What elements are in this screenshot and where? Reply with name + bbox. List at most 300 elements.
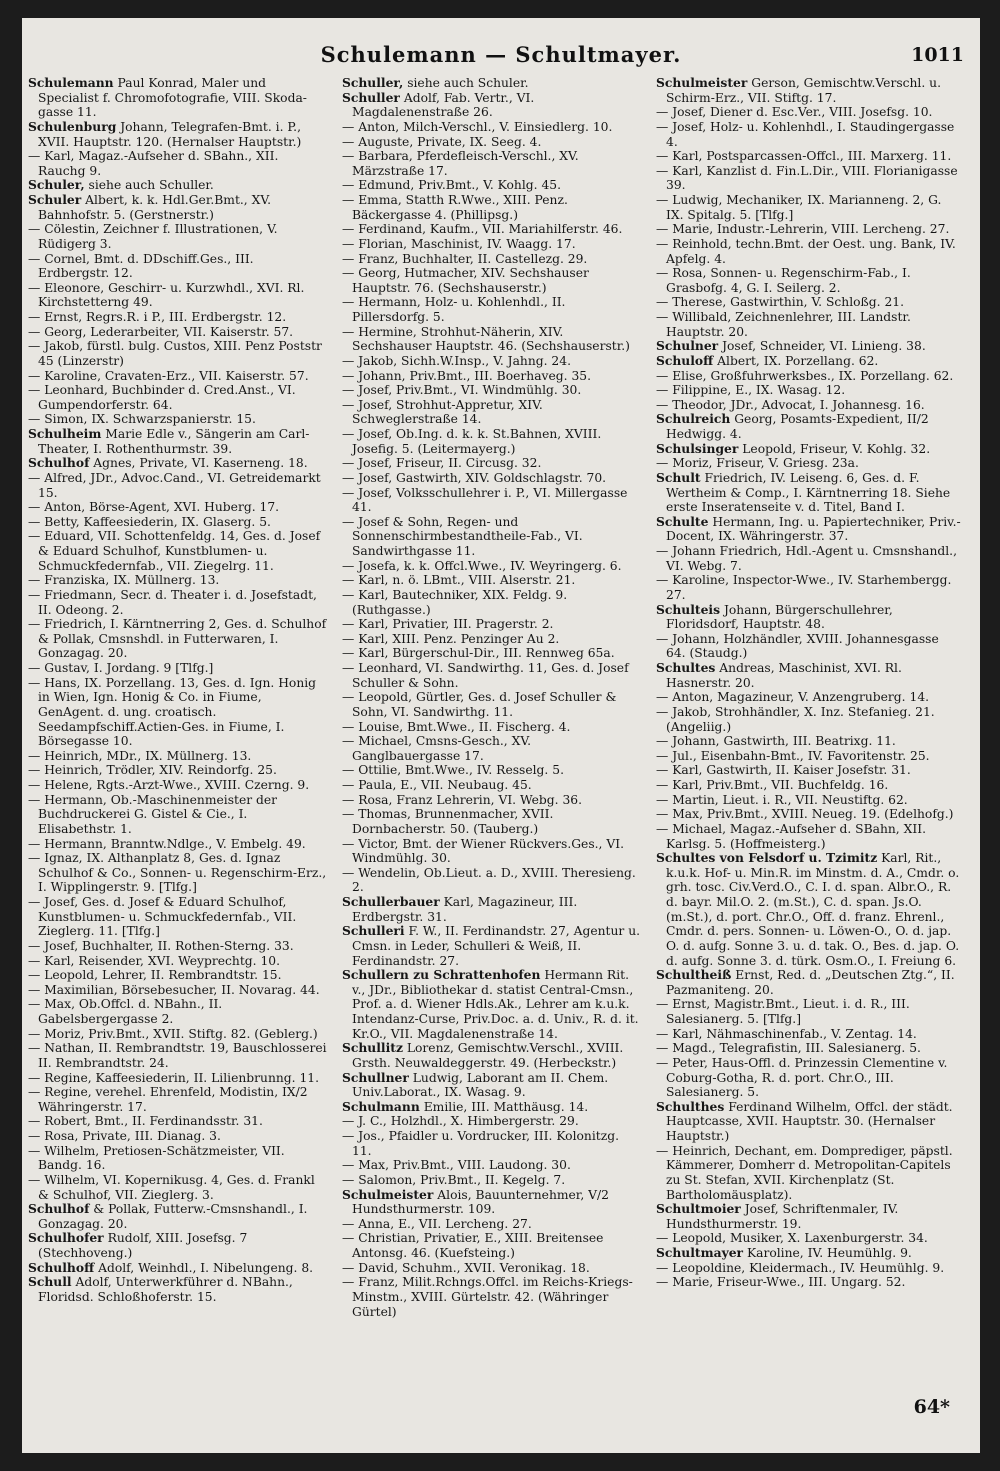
directory-entry: [656, 968, 962, 997]
directory-entry: [656, 705, 962, 734]
directory-entry: [28, 968, 328, 983]
entry-text: — Josef, Buchhalter, II. Rothen-Sterng. 33.: [28, 938, 294, 953]
entry-text: Adolf, Unterwerkführer d. NBahn., Floridsd. Schloßhoferstr. 15.: [38, 1275, 293, 1304]
entry-text: — Ernst, Magistr.Bmt., Lieut. i. d. R., III. Salesianerg. 5. [Tlfg.]: [656, 997, 910, 1026]
entry-text: — Hans, IX. Porzellang. 13, Ges. d. Ign. Honig in Wien, Ign. Honig & Co. in Fiume, GenAgent. d. ung. croatisch. Seedampfschiff.Actien-Ges. in Fiume, I. Börsegasse 10.: [28, 675, 317, 749]
directory-entry: [28, 997, 328, 1026]
entry-surname: Schuller,: [342, 75, 404, 90]
entry-text: — David, Schuhm., XVII. Veronikag. 18.: [342, 1260, 590, 1275]
directory-entry: [342, 427, 642, 456]
directory-entry: [28, 749, 328, 764]
directory-entry: [28, 573, 328, 588]
directory-entry: [656, 749, 962, 764]
entry-surname: Schultes von Felsdorf u. Tzimitz: [656, 850, 878, 866]
directory-entry: [28, 427, 328, 456]
entry-text: — Franz, Milit.Rchngs.Offcl. im Reichs-Kriegs-Minstm., XVIII. Gürtelstr. 42. (Währinger Gürtel): [342, 1275, 633, 1319]
directory-entry: [342, 763, 642, 778]
entry-text: — Georg, Hutmacher, XIV. Sechshauser Hauptstr. 76. (Sechshauserstr.): [342, 266, 589, 295]
entry-surname: Schuller: [342, 89, 400, 105]
entry-text: Paul Konrad, Maler und Specialist f. Chromofotografie, VIII. Skoda-gasse 11.: [38, 76, 307, 120]
directory-entry: [342, 632, 642, 647]
directory-entry: [342, 895, 642, 924]
entry-text: — Karl, Postsparcassen-Offcl., III. Marxerg. 11.: [656, 149, 952, 164]
directory-entry: [656, 603, 962, 632]
directory-entry: [28, 1071, 328, 1086]
column-3: [656, 76, 962, 1290]
directory-entry: [28, 325, 328, 340]
entry-text: — Karl, Nähmaschinenfab., V. Zentag. 14.: [656, 1026, 917, 1041]
directory-entry: [28, 281, 328, 310]
directory-entry: [342, 383, 642, 398]
entry-text: — Edmund, Priv.Bmt., V. Kohlg. 45.: [342, 178, 561, 193]
directory-entry: [342, 1188, 642, 1217]
directory-entry: [656, 997, 962, 1026]
directory-entry: [28, 1114, 328, 1129]
entry-text: Josef, Schneider, VI. Linieng. 38.: [718, 339, 926, 354]
directory-entry: [28, 120, 328, 149]
entry-text: Johann, Bürgerschullehrer, Floridsdorf, Hauptstr. 48.: [666, 602, 893, 632]
entry-text: Ernst, Red. d. „Deutschen Ztg.“, II. Pazmaniteng. 20.: [666, 968, 955, 997]
directory-entry: [28, 339, 328, 368]
entry-text: — Betty, Kaffeesiederin, IX. Glaserg. 5.: [28, 514, 271, 529]
entry-text: — J. C., Holzhdl., X. Himbergerstr. 29.: [342, 1114, 579, 1129]
directory-entry: [28, 178, 328, 193]
directory-entry: [28, 412, 328, 427]
directory-entry: [342, 1071, 642, 1100]
directory-entry: [342, 1173, 642, 1188]
directory-entry: [342, 398, 642, 427]
entry-text: — Hermann, Holz- u. Kohlenhdl., II. Pillersdorfg. 5.: [342, 295, 566, 324]
directory-entry: [342, 588, 642, 617]
entry-text: — Marie, Industr.-Lehrerin, VIII. Lercheng. 27.: [656, 222, 950, 237]
directory-entry: [342, 837, 642, 866]
directory-entry: [342, 515, 642, 559]
entry-text: — Josef, Ges. d. Josef & Eduard Schulhof, Kunstblumen- u. Schmuckfedernfab., VII. Zieglerg. 11. [Tlfg.]: [28, 895, 297, 939]
directory-entry: [28, 851, 328, 895]
entry-text: — Simon, IX. Schwarzspanierstr. 15.: [28, 412, 256, 427]
entry-surname: Schulheim: [28, 426, 102, 441]
entry-text: — Regine, verehel. Ehrenfeld, Modistin, IX/2 Währingerstr. 17.: [28, 1085, 308, 1114]
entry-surname: Schulner: [656, 338, 719, 354]
directory-entry: [656, 1144, 962, 1203]
entry-surname: Schultmoier: [656, 1201, 741, 1217]
directory-entry: [342, 1217, 642, 1232]
directory-entry: [656, 515, 962, 544]
entry-surname: Schulsinger: [656, 440, 739, 456]
entry-text: — Karl, Priv.Bmt., VII. Buchfeldg. 16.: [656, 778, 889, 792]
entry-text: — Karl, Privatier, III. Pragerstr. 2.: [342, 617, 554, 632]
entry-surname: Schulreich: [656, 411, 731, 427]
directory-entry: [28, 1027, 328, 1042]
directory-entry: [656, 339, 962, 354]
entry-text: — Victor, Bmt. der Wiener Rückvers.Ges., VI. Windmühlg. 30.: [342, 836, 625, 866]
directory-entry: [342, 193, 642, 222]
directory-entry: [656, 164, 962, 193]
entry-surname: Schult: [656, 469, 701, 485]
directory-entry: [656, 1056, 962, 1100]
entry-text: — Hermann, Branntw.Ndlge., V. Embelg. 49.: [28, 836, 306, 851]
directory-entry: [656, 222, 962, 237]
entry-text: Georg, Posamts-Expedient, II/2 Hedwigg. 4.: [666, 412, 929, 441]
directory-entry: [342, 617, 642, 632]
entry-text: Lorenz, Gemischtw.Verschl., XVIII. Grsth. Neuwaldeggerstr. 49. (Herbeckstr.): [352, 1041, 624, 1070]
entry-text: — Josef, Friseur, II. Circusg. 32.: [342, 456, 542, 471]
entry-text: Friedrich, IV. Leiseng. 6, Ges. d. F. Wertheim & Comp., I. Kärntnerring 18. Siehe erste Inseratenseite v. d. Titel, Band I.: [666, 470, 951, 515]
entry-surname: Schullern zu Schrattenhofen: [342, 967, 541, 983]
entry-text: — Cölestin, Zeichner f. Illustrationen, V. Rüdigerg 3.: [28, 222, 278, 251]
directory-entry: [28, 793, 328, 837]
entry-surname: Schulthes: [656, 1098, 725, 1114]
directory-entry: [342, 793, 642, 808]
directory-entry: [342, 646, 642, 661]
entry-text: — Leopold, Musiker, X. Laxenburgerstr. 34.: [656, 1231, 928, 1246]
directory-entry: [656, 398, 962, 413]
entry-text: — Franziska, IX. Müllnerg. 13.: [28, 573, 220, 588]
directory-entry: [342, 1041, 642, 1070]
entry-text: — Leopoldine, Kleidermach., IV. Heumühlg. 9.: [656, 1260, 945, 1275]
entry-text: Karl, Rit., k.u.k. Hof- u. Min.R. im Minstm. d. A., Cmdr. o. grh. tosc. Civ.Verd.O., C. I. d. span. Albr.O., R. d. bayr. Mil.O. 2. (m.St.), C. d. span. Js.O. (m.St.), d. port. Chr.O., Off. d. franz. Ehrenl., Cmdr. d. pers. Sonnen- u. Löwen-O., O. d. jap. O. d. aufg. Sonne 3. u. d. tak. O., Bes. d. jap. O. d. aufg. Sonne 3. d. türk. Osm.O., I. Freiung 6.: [666, 851, 960, 968]
entry-surname: Schulmeister: [342, 1186, 434, 1202]
directory-entry: [28, 500, 328, 515]
directory-entry: [342, 354, 642, 369]
directory-entry: [656, 76, 962, 105]
entry-text: — Anna, E., VII. Lercheng. 27.: [342, 1216, 532, 1231]
entry-text: — Josef, Diener d. Esc.Ver., VIII. Josefsg. 10.: [656, 105, 933, 120]
directory-entry: [28, 515, 328, 530]
directory-entry: [342, 325, 642, 354]
entry-text: siehe auch Schuler.: [403, 76, 529, 90]
entry-surname: Schullitz: [342, 1040, 403, 1056]
entry-text: — Wilhelm, Pretiosen-Schätzmeister, VII. Bandg. 16.: [28, 1143, 285, 1173]
directory-entry: [28, 588, 328, 617]
directory-entry: [656, 266, 962, 295]
entry-surname: Schull: [28, 1274, 72, 1290]
entry-surname: Schulemann: [28, 75, 114, 90]
entry-text: siehe auch Schuller.: [84, 178, 214, 193]
entry-text: — Florian, Maschinist, IV. Waagg. 17.: [342, 236, 576, 251]
entry-text: — Georg, Lederarbeiter, VII. Kaiserstr. 57.: [28, 324, 294, 339]
entry-text: Albert, IX. Porzellang. 62.: [713, 353, 879, 368]
entry-text: — Karl, Bautechniker, XIX. Feldg. 9. (Ruthgasse.): [342, 587, 568, 617]
entry-text: Andreas, Maschinist, XVI. Rl. Hasnerstr. 20.: [666, 661, 902, 690]
entry-text: — Anton, Milch-Verschl., V. Einsiedlerg. 10.: [342, 119, 613, 134]
directory-entry: [28, 1173, 328, 1202]
entry-text: — Ottilie, Bmt.Wwe., IV. Resselg. 5.: [342, 763, 564, 778]
entry-text: — Josef, Priv.Bmt., VI. Windmühlg. 30.: [342, 383, 582, 398]
directory-entry: [342, 1100, 642, 1115]
entry-surname: Schulte: [656, 513, 709, 529]
directory-entry: [342, 266, 642, 295]
entry-text: — Karoline, Cravaten-Erz., VII. Kaiserstr. 57.: [28, 368, 309, 383]
directory-entry: [28, 369, 328, 384]
entry-text: Agnes, Private, VI. Kaserneng. 18.: [89, 456, 308, 471]
entry-text: Rudolf, XIII. Josefsg. 7 (Stechhoveng.): [38, 1231, 248, 1260]
directory-entry: [28, 1085, 328, 1114]
directory-entry: [656, 120, 962, 149]
entry-text: — Josefa, k. k. Offcl.Wwe., IV. Weyringerg. 6.: [342, 558, 622, 573]
entry-surname: Schulhofer: [28, 1230, 104, 1246]
directory-entry: [342, 1275, 642, 1319]
entry-text: — Friedmann, Secr. d. Theater i. d. Josefstadt, II. Odeong. 2.: [28, 587, 317, 617]
entry-text: Hermann Rit. v., JDr., Bibliothekar d. statist Central-Cmsn., Prof. a. d. Wiener Hdls.Ak., Lehrer am k.u.k. Intendanz-Curse, Priv.Doc. a. d. Univ., R. d. it. Kr.O., VII. Magdalenenstraße 14.: [352, 968, 639, 1041]
entry-text: — Karl, Kanzlist d. Fin.L.Dir., VIII. Florianigasse 39.: [656, 163, 958, 193]
entry-surname: Schullner: [342, 1069, 409, 1085]
page-number: 1011: [911, 44, 964, 66]
entry-surname: Schulleri: [342, 923, 405, 939]
entry-text: Alois, Bauunternehmer, V/2 Hundsthurmerstr. 109.: [352, 1187, 610, 1217]
directory-entry: [656, 354, 962, 369]
running-title: Schulemann — Schultmayer.: [320, 42, 682, 67]
directory-entry: [656, 573, 962, 602]
entry-text: — Rosa, Private, III. Dianag. 3.: [28, 1129, 221, 1143]
entry-text: — Karoline, Inspector-Wwe., IV. Starhembergg. 27.: [656, 573, 952, 602]
directory-entry: [342, 720, 642, 735]
entry-text: — Karl, Gastwirth, II. Kaiser Josefstr. 31.: [656, 763, 911, 778]
entry-text: — Wendelin, Ob.Lieut. a. D., XVIII. Theresieng. 2.: [342, 865, 636, 895]
entry-text: — Franz, Buchhalter, II. Castellezg. 29.: [342, 251, 588, 266]
directory-entry: [342, 120, 642, 135]
directory-page: [22, 18, 980, 1453]
entry-text: — Leonhard, Buchbinder d. Cred.Anst., VI. Gumpendorferstr. 64.: [28, 383, 296, 412]
entry-surname: Schuloff: [656, 352, 714, 368]
entry-text: — Josef & Sohn, Regen- und Sonnenschirmbestandtheile-Fab., VI. Sandwirthgasse 11.: [342, 514, 583, 558]
entry-text: — Heinrich, Dechant, em. Domprediger, päpstl. Kämmerer, Domherr d. Metropolitan-Capitels zu St. Stefan, XVII. Kirchenplatz (St. Bartholomäusplatz).: [656, 1143, 953, 1202]
entry-text: — Ludwig, Mechaniker, IX. Marianneng. 2, G. IX. Spitalg. 5. [Tlfg.]: [656, 193, 942, 222]
directory-entry: [656, 471, 962, 515]
directory-entry: [342, 91, 642, 120]
directory-entry: [342, 807, 642, 836]
entry-surname: Schultheiß: [656, 967, 732, 983]
directory-entry: [656, 793, 962, 808]
entry-surname: Schulhof: [28, 1201, 90, 1217]
directory-entry: [28, 193, 328, 222]
entry-text: — Hermine, Strohhut-Näherin, XIV. Sechshauser Hauptstr. 46. (Sechshauserstr.): [342, 324, 630, 354]
directory-entry: [656, 310, 962, 339]
directory-entry: [656, 412, 962, 441]
directory-entry: [342, 1114, 642, 1129]
directory-entry: [28, 383, 328, 412]
entry-text: — Eduard, VII. Schottenfeldg. 14, Ges. d. Josef & Eduard Schulhof, Kunstblumen- u. Schmuckfedernfab., VII. Ziegelrg. 11.: [28, 529, 321, 573]
directory-entry: [656, 690, 962, 705]
directory-entry: [342, 1261, 642, 1276]
entry-text: — Heinrich, MDr., IX. Müllnerg. 13.: [28, 748, 252, 763]
entry-text: — Alfred, JDr., Advoc.Cand., VI. Getreidemarkt 15.: [28, 470, 321, 500]
entry-surname: Schulhoff: [28, 1259, 95, 1275]
column-2: [342, 76, 642, 1319]
directory-entry: [342, 559, 642, 574]
entry-text: — Josef, Volksschullehrer i. P., VI. Millergasse 41.: [342, 485, 628, 515]
directory-entry: [656, 822, 962, 851]
directory-entry: [656, 456, 962, 471]
entry-text: — Ignaz, IX. Althanplatz 8, Ges. d. Ignaz Schulhof & Co., Sonnen- u. Regenschirm-Erz., I. Wipplingerstr. 9. [Tlfg.]: [28, 851, 327, 895]
entry-surname: Schuler: [28, 192, 82, 207]
directory-entry: [28, 778, 328, 793]
entry-text: Karoline, IV. Heumühlg. 9.: [743, 1246, 912, 1260]
entry-text: — Josef, Holz- u. Kohlenhdl., I. Staudingergasse 4.: [656, 119, 955, 149]
directory-entry: [342, 866, 642, 895]
directory-entry: [342, 149, 642, 178]
directory-entry: [656, 763, 962, 778]
entry-text: Karl, Magazineur, III. Erdbergstr. 31.: [352, 895, 578, 924]
directory-entry: [28, 471, 328, 500]
sheet-mark: 64*: [913, 1396, 950, 1418]
directory-entry: [342, 968, 642, 1041]
directory-entry: [342, 252, 642, 267]
entry-text: — Karl, Bürgerschul-Dir., III. Rennweg 65a.: [342, 646, 615, 661]
entry-text: — Johann Friedrich, Hdl.-Agent u. Cmsnshandl., VI. Webg. 7.: [656, 544, 957, 573]
directory-entry: [656, 661, 962, 690]
entry-text: — Johann, Priv.Bmt., III. Boerhaveg. 35.: [342, 368, 591, 383]
entry-text: — Jos., Pfaidler u. Vordrucker, III. Kolonitzg. 11.: [342, 1129, 619, 1158]
entry-text: — Leonhard, VI. Sandwirthg. 11, Ges. d. Josef Schuller & Sohn.: [342, 661, 629, 690]
entry-text: — Karl, Reisender, XVI. Weyprechtg. 10.: [28, 953, 281, 968]
directory-entry: [342, 76, 642, 91]
entry-text: — Peter, Haus-Offl. d. Prinzessin Clementine v. Coburg-Gotha, R. d. port. Chr.O., III. Salesianerg. 5.: [656, 1055, 948, 1100]
entry-text: — Rosa, Sonnen- u. Regenschirm-Fab., I. Grasbofg. 4, G. I. Seilerg. 2.: [656, 266, 911, 295]
directory-entry: [28, 837, 328, 852]
directory-entry: [28, 617, 328, 661]
directory-entry: [342, 734, 642, 763]
entry-text: — Regine, Kaffeesiederin, II. Lilienbrunng. 11.: [28, 1070, 320, 1085]
entry-text: & Pollak, Futterw.-Cmsnshandl., I. Gonzagag. 20.: [38, 1202, 308, 1231]
directory-entry: [342, 924, 642, 968]
entry-text: — Johann, Holzhändler, XVIII. Johannesgasse 64. (Staudg.): [656, 631, 939, 661]
directory-entry: [28, 1261, 328, 1276]
entry-text: Adolf, Weinhdl., I. Nibelungeng. 8.: [94, 1260, 314, 1275]
entry-text: Johann, Telegrafen-Bmt. i. P., XVII. Hauptstr. 120. (Hernalser Hauptstr.): [38, 119, 302, 149]
entry-text: Ludwig, Laborant am II. Chem. Univ.Laborat., IX. Wasag. 9.: [352, 1070, 609, 1100]
directory-entry: [656, 632, 962, 661]
entry-surname: Schulenburg: [28, 118, 117, 134]
directory-entry: [28, 252, 328, 281]
entry-text: — Ferdinand, Kaufm., VII. Mariahilferstr. 46.: [342, 222, 623, 237]
directory-entry: [656, 1027, 962, 1042]
entry-surname: Schulmeister: [656, 75, 748, 90]
directory-entry: [28, 763, 328, 778]
directory-entry: [656, 1231, 962, 1246]
entry-text: — Michael, Magaz.-Aufseher d. SBahn, XII. Karlsg. 5. (Hoffmeisterg.): [656, 821, 927, 851]
entry-text: — Eleonore, Geschirr- u. Kurzwhdl., XVI. Rl. Kirchstetterng 49.: [28, 280, 305, 310]
directory-entry: [28, 76, 328, 120]
entry-text: — Salomon, Priv.Bmt., II. Kegelg. 7.: [342, 1172, 566, 1187]
entry-text: Emilie, III. Matthäusg. 14.: [419, 1099, 589, 1114]
entry-text: — Thomas, Brunnenmacher, XVII. Dornbacherstr. 50. (Tauberg.): [342, 807, 554, 836]
directory-entry: [28, 222, 328, 251]
directory-entry: [656, 105, 962, 120]
entry-text: — Willibald, Zeichnenlehrer, III. Landstr. Hauptstr. 20.: [656, 310, 911, 339]
directory-entry: [28, 676, 328, 749]
entry-text: — Jakob, Sichh.W.Insp., V. Jahng. 24.: [342, 353, 571, 368]
entry-text: — Louise, Bmt.Wwe., II. Fischerg. 4.: [342, 719, 571, 734]
directory-entry: [656, 369, 962, 384]
directory-entry: [656, 1261, 962, 1276]
directory-entry: [28, 1041, 328, 1070]
directory-entry: [342, 661, 642, 690]
directory-entry: [342, 135, 642, 150]
directory-entry: [342, 778, 642, 793]
entry-surname: Schultes: [656, 660, 716, 675]
directory-entry: [656, 295, 962, 310]
entry-text: — Max, Priv.Bmt., XVIII. Neueg. 19. (Edelhofg.): [656, 807, 954, 822]
entry-text: — Hermann, Ob.-Maschinenmeister der Buchdruckerei G. Gistel & Cie., I. Elisabethstr. 1.: [28, 792, 278, 836]
directory-entry: [656, 734, 962, 749]
directory-entry: [28, 1144, 328, 1173]
directory-entry: [28, 954, 328, 969]
entry-text: — Anton, Magazineur, V. Anzengruberg. 14.: [656, 690, 930, 705]
entry-text: Albert, k. k. Hdl.Ger.Bmt., XV. Bahnhofstr. 5. (Gerstnerstr.): [38, 193, 272, 222]
directory-entry: [28, 149, 328, 178]
directory-entry: [656, 544, 962, 573]
entry-text: Ferdinand Wilhelm, Offcl. der städt. Hauptcasse, XVII. Hauptstr. 30. (Hernalser Hauptstr.): [666, 1099, 953, 1143]
entry-text: — Jakob, fürstl. bulg. Custos, XIII. Penz Poststr 45 (Linzerstr): [28, 339, 322, 368]
directory-entry: [656, 149, 962, 164]
entry-text: — Emma, Statth R.Wwe., XIII. Penz. Bäckergasse 4. (Phillipsg.): [342, 193, 568, 222]
entry-text: — Barbara, Pferdefleisch-Verschl., XV. Märzstraße 17.: [342, 149, 579, 178]
entry-text: Leopold, Friseur, V. Kohlg. 32.: [738, 441, 931, 456]
directory-entry: [656, 1246, 962, 1261]
directory-entry: [28, 895, 328, 939]
entry-text: — Filippine, E., IX. Wasag. 12.: [656, 383, 846, 398]
directory-entry: [342, 1158, 642, 1173]
entry-text: — Michael, Cmsns-Gesch., XV. Ganglbauergasse 17.: [342, 734, 531, 763]
entry-surname: Schultmayer: [656, 1245, 744, 1260]
entry-text: — Marie, Friseur-Wwe., III. Ungarg. 52.: [656, 1275, 906, 1290]
entry-text: — Moriz, Friseur, V. Griesg. 23a.: [656, 456, 859, 471]
directory-entry: [342, 573, 642, 588]
entry-text: — Heinrich, Trödler, XIV. Reindorfg. 25.: [28, 763, 277, 778]
entry-text: — Gustav, I. Jordang. 9 [Tlfg.]: [28, 661, 214, 675]
entry-text: Gerson, Gemischtw.Verschl. u. Schirm-Erz., VII. Stiftg. 17.: [666, 76, 942, 105]
directory-entry: [342, 471, 642, 486]
directory-entry: [28, 456, 328, 471]
directory-entry: [28, 939, 328, 954]
directory-entry: [656, 237, 962, 266]
entry-text: — Nathan, II. Rembrandtstr. 19, Bauschlosserei II. Rembrandtstr. 24.: [28, 1041, 327, 1070]
entry-text: — Auguste, Private, IX. Seeg. 4.: [342, 134, 542, 149]
entry-text: — Elise, Großfuhrwerksbes., IX. Porzellang. 62.: [656, 368, 954, 383]
directory-entry: [656, 807, 962, 822]
entry-text: — Josef, Gastwirth, XIV. Goldschlagstr. 70.: [342, 470, 607, 485]
entry-surname: Schulteis: [656, 601, 721, 617]
entry-text: — Leopold, Lehrer, II. Rembrandtstr. 15.: [28, 968, 282, 983]
entry-text: — Max, Priv.Bmt., VIII. Laudong. 30.: [342, 1158, 571, 1173]
directory-entry: [656, 778, 962, 793]
entry-text: — Magd., Telegrafistin, III. Salesianerg. 5.: [656, 1041, 921, 1056]
entry-text: — Josef, Ob.Ing. d. k. k. St.Bahnen, XVIII. Josefig. 5. (Leitermayerg.): [342, 427, 602, 456]
entry-text: Marie Edle v., Sängerin am Carl-Theater, I. Rothenthurmstr. 39.: [38, 427, 310, 456]
directory-entry: [656, 1100, 962, 1144]
directory-entry: [656, 1202, 962, 1231]
entry-text: — Cornel, Bmt. d. DDschiff.Ges., III. Erdbergstr. 12.: [28, 251, 254, 281]
entry-text: Adolf, Fab. Vertr., VI. Magdalenenstraße 26.: [352, 90, 535, 120]
directory-entry: [656, 1041, 962, 1056]
column-1: [28, 76, 328, 1305]
directory-entry: [342, 178, 642, 193]
directory-entry: [28, 1202, 328, 1231]
entry-surname: Schulmann: [342, 1098, 420, 1114]
directory-entry: [28, 983, 328, 998]
entry-text: Josef, Schriftenmaler, IV. Hundsthurmerstr. 19.: [666, 1202, 899, 1231]
entry-text: — Theodor, JDr., Advocat, I. Johannesg. 16.: [656, 397, 925, 412]
directory-entry: [656, 851, 962, 968]
directory-entry: [342, 1231, 642, 1260]
entry-text: — Moriz, Priv.Bmt., XVII. Stiftg. 82. (Geblerg.): [28, 1026, 318, 1041]
entry-text: — Karl, XIII. Penz. Penzinger Au 2.: [342, 631, 560, 646]
directory-entry: [28, 661, 328, 676]
directory-entry: [342, 690, 642, 719]
directory-entry: [656, 193, 962, 222]
entry-text: — Paula, E., VII. Neubaug. 45.: [342, 778, 532, 792]
